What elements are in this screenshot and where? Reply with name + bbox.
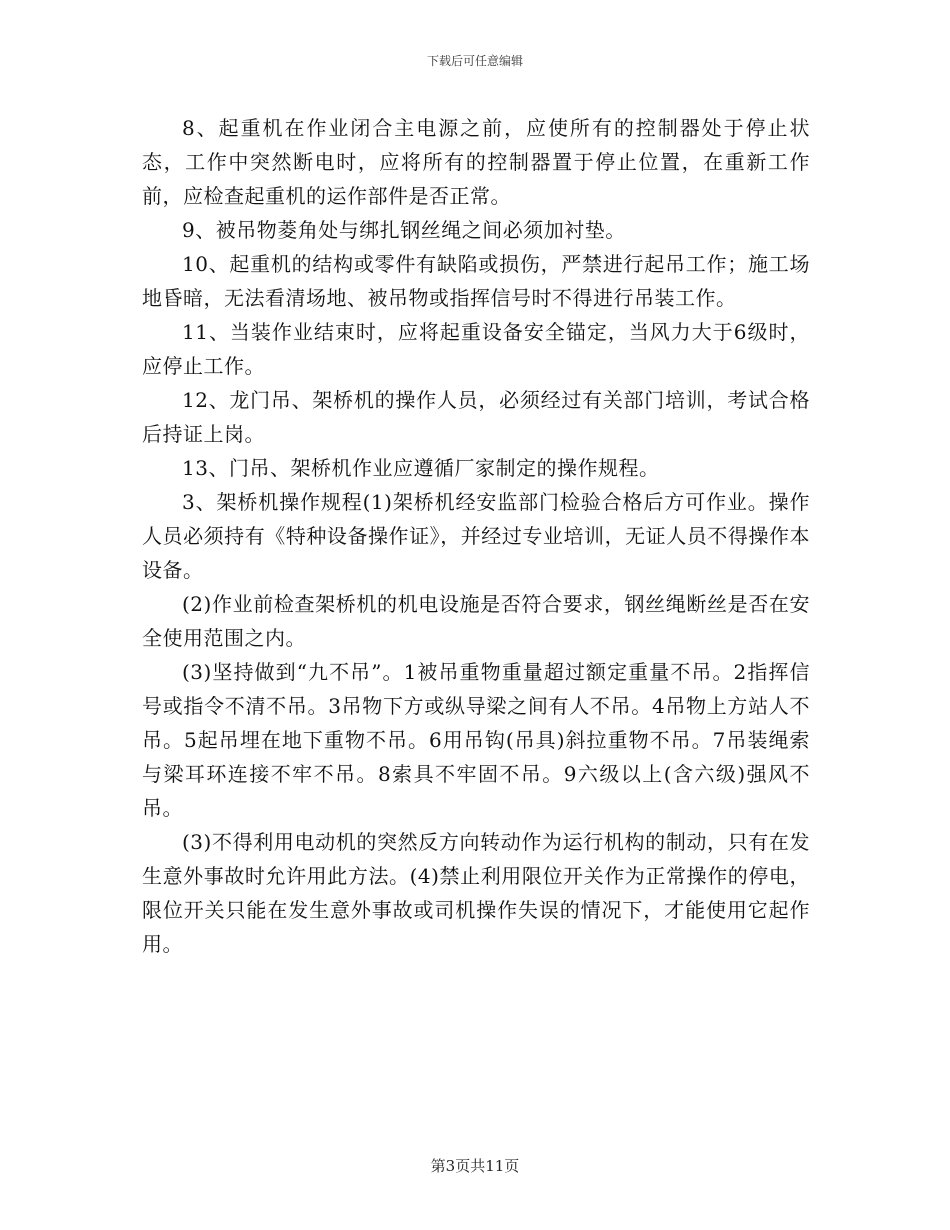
paragraph-item-13: 13、门吊、架桥机作业应遵循厂家制定的操作规程。	[182, 456, 660, 480]
paragraph-item-12: 12、龙门吊、架桥机的操作人员，必须经过有关部门培训，考试合格后持证上岗。	[142, 388, 810, 446]
paragraph-motor-limit-switch: (3)不得利用电动机的突然反方向转动作为运行机构的制动，只有在发生意外事故时允许用此方法。(4)禁止利用限位开关作为正常操作的停电，限位开关只能在发生意外事故或司机操作失误的情况下，才能使用它起作用。	[142, 830, 810, 956]
page-number-footer: 第3页共11页	[430, 1157, 520, 1175]
document-body	[142, 111, 810, 961]
paragraph-bridge-erector-rules: 3、架桥机操作规程(1)架桥机经安监部门检验合格后方可作业。操作人员必须持有《特种设备操作证》，并经过专业培训，无证人员不得操作本设备。	[142, 490, 810, 582]
paragraph-item-9: 9、被吊物菱角处与绑扎钢丝绳之间必须加衬垫。	[182, 218, 626, 242]
paragraph-item-10: 10、起重机的结构或零件有缺陷或损伤，严禁进行起吊工作；施工场地昏暗，无法看清场地、被吊物或指挥信号时不得进行吊装工作。	[142, 252, 810, 310]
paragraph-pre-operation-check: (2)作业前检查架桥机的机电设施是否符合要求，钢丝绳断丝是否在安全使用范围之内。	[142, 592, 810, 650]
paragraph-item-8: 8、起重机在作业闭合主电源之前，应使所有的控制器处于停止状态，工作中突然断电时，应将所有的控制器置于停止位置，在重新工作前，应检查起重机的运作部件是否正常。	[142, 116, 810, 208]
paragraph-nine-no-lift: (3)坚持做到“九不吊”。1被吊重物重量超过额定重量不吊。2指挥信号或指令不清不吊。3吊物下方或纵导梁之间有人不吊。4吊物上方站人不吊。5起吊埋在地下重物不吊。6用吊钩(吊具)斜拉重物不吊。7吊装绳索与梁耳环连接不牢不吊。8索具不牢固不吊。9六级以上(含六级)强风不吊。	[142, 660, 810, 820]
page-header-note: 下载后可任意编辑	[426, 54, 523, 68]
paragraph-item-11: 11、当装作业结束时，应将起重设备安全锚定，当风力大于6级时，应停止工作。	[142, 320, 810, 378]
